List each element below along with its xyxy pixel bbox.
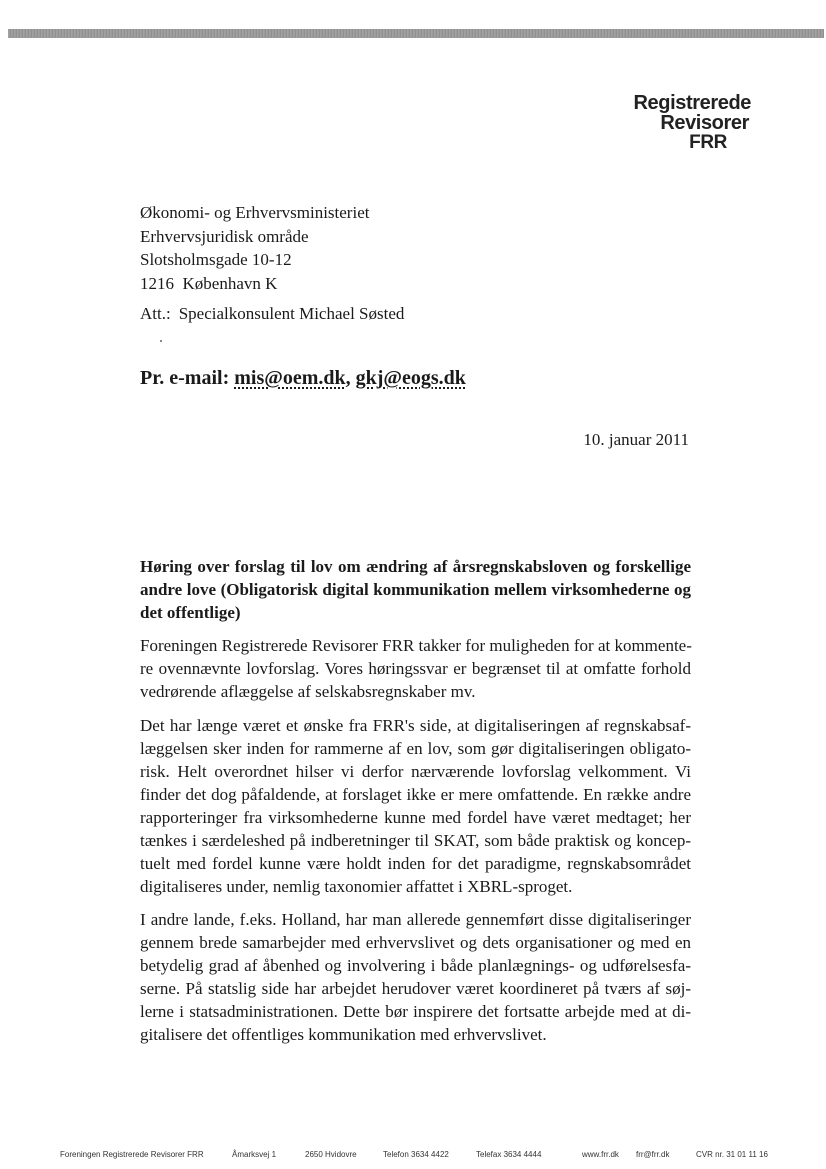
scan-speck xyxy=(160,340,162,342)
footer-web-link[interactable]: www.frr.dk xyxy=(582,1150,619,1159)
text-line: gennem brede samarbejder med erhvervslivet og dets organisationer og med en xyxy=(140,933,691,952)
recipient-line: 1216 København K xyxy=(140,273,278,293)
logo-line-registrerede: Registrerede xyxy=(633,92,751,114)
scan-edge-bar xyxy=(8,29,824,38)
footer-fax: Telefax 3634 4444 xyxy=(476,1150,542,1159)
recipient-line: Økonomi- og Erhvervsministeriet xyxy=(140,203,370,222)
text-line: finder det dog påfaldende, at forslaget ikke er mere omfattende. En række andre xyxy=(140,785,691,804)
body-paragraph-2 xyxy=(140,714,691,898)
recipient-line: Slotsholmsgade 10-12 xyxy=(140,250,292,269)
footer-street: Åmarksvej 1 xyxy=(232,1150,277,1159)
recipient-line: Erhvervsjuridisk område xyxy=(140,226,309,246)
text-line: digitaliseres under, nemlig taxonomier affattet i XBRL-sproget. xyxy=(140,877,573,896)
letter-date: 10. januar 2011 xyxy=(583,430,689,449)
letterhead-footer xyxy=(0,1150,826,1169)
frr-logo xyxy=(634,93,751,153)
logo-line-revisorer: Revisorer xyxy=(660,112,749,134)
recipient-address xyxy=(140,201,369,295)
email-separator: , xyxy=(345,367,351,389)
att-name: Specialkonsulent Michael Søsted xyxy=(178,304,405,323)
footer-mail-link[interactable]: frr@frr.dk xyxy=(636,1150,670,1159)
email-line xyxy=(140,367,466,390)
text-line: I andre lande, f.eks. Holland, har man allerede gennemført disse digitaliseringer xyxy=(140,910,691,929)
text-line: serne. På statslig side har arbejdet herudover været koordineret på tværs af søj- xyxy=(140,979,691,998)
footer-org: Foreningen Registrerede Revisorer FRR xyxy=(60,1150,204,1159)
text-line: betydelig grad af åbenhed og involvering i både planlægnings- og udførelsesfa- xyxy=(140,956,691,975)
letter-subject: Høring over forslag til lov om ændring af årsregnskabsloven og forskellige andre love (Obligatorisk digital kommunikation mellem virksomhederne og det offentlige) xyxy=(140,557,691,622)
text-line: tuelt med fordel kunne være holdt inden for det paradigme, regnskabsområdet xyxy=(140,854,691,873)
email-label: Pr. e-mail: xyxy=(140,367,230,389)
text-line: vedrørende aflæggelse af selskabsregnskaber mv. xyxy=(140,682,476,701)
attention-line xyxy=(140,304,404,324)
footer-city: 2650 Hvidovre xyxy=(305,1150,357,1159)
footer-cvr: CVR nr. 31 01 11 16 xyxy=(696,1150,768,1159)
text-line: Det har længe været et ønske fra FRR's side, at digitaliseringen af regnskabsaf- xyxy=(140,716,691,735)
text-line: re ovennævnte lovforslag. Vores høringssvar er begrænset til at omfatte forhold xyxy=(140,659,691,678)
text-line: rapporteringer fra virksomhederne kunne med fordel have været medtaget; her xyxy=(140,808,691,827)
email-link-oem[interactable]: mis@oem.dk xyxy=(234,367,346,389)
text-line: Foreningen Registrerede Revisorer FRR takker for muligheden for at kommente- xyxy=(140,636,692,655)
body-paragraph-3 xyxy=(140,908,691,1046)
text-line: lerne i statsadministrationen. Dette bør inspirere det fortsatte arbejde med at di- xyxy=(140,1002,691,1021)
body-paragraph-1 xyxy=(140,634,691,703)
footer-phone: Telefon 3634 4422 xyxy=(383,1150,449,1159)
text-line: gitalisere det offentliges kommunikation med erhvervslivet. xyxy=(140,1025,547,1044)
text-line: tænkes i særdeleshed på indberetninger til SKAT, som både praktisk og koncep- xyxy=(140,831,691,850)
logo-line-frr: FRR xyxy=(689,132,727,153)
text-line: læggelsen sker inden for rammerne af en lov, som gør digitaliseringen obligato- xyxy=(140,739,691,758)
att-label: Att.: xyxy=(140,304,171,323)
email-link-eogs[interactable]: gkj@eogs.dk xyxy=(355,367,466,389)
text-line: risk. Helt overordnet hilser vi derfor nærværende lovforslag velkomment. Vi xyxy=(140,762,691,781)
